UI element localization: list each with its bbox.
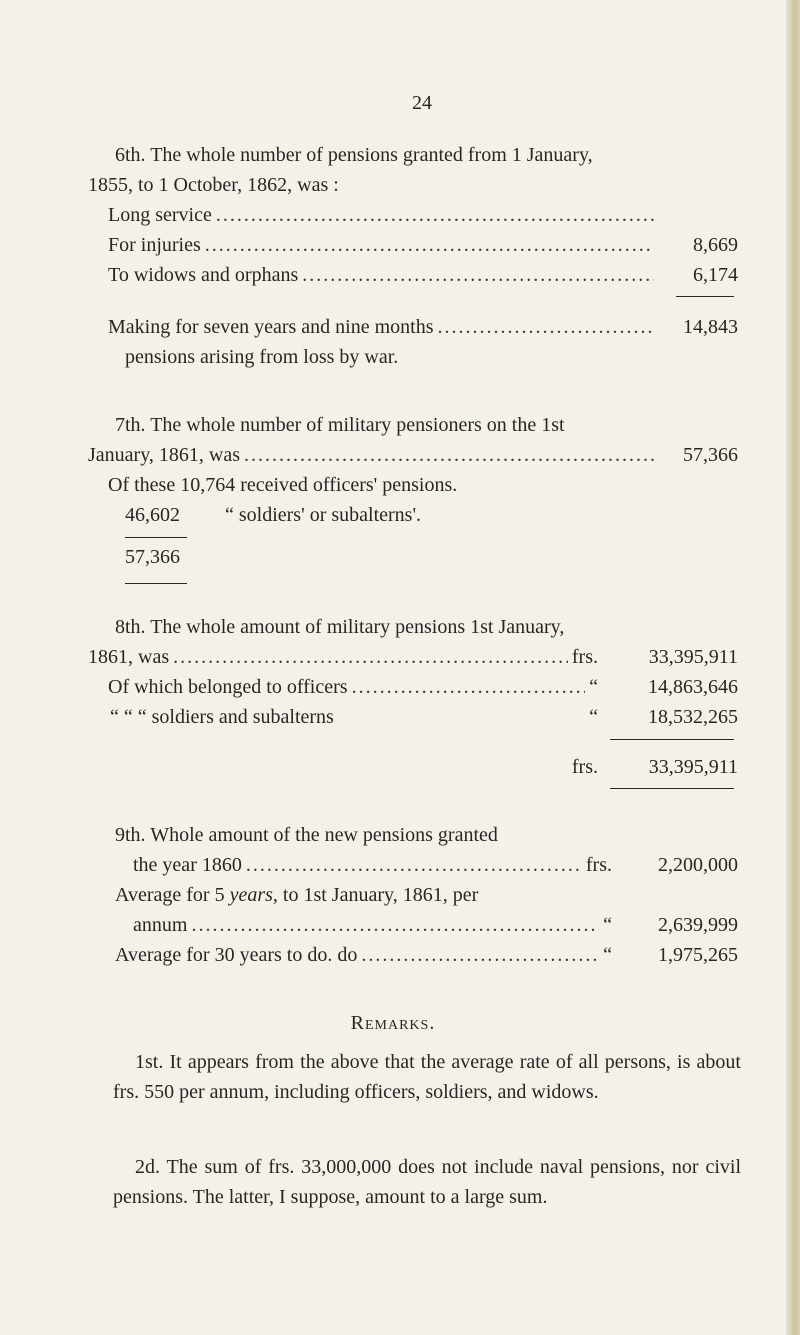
- page-number: 24: [412, 92, 432, 114]
- remarks-heading-initial: R: [350, 1012, 365, 1034]
- leader-dots: [244, 440, 654, 470]
- section8-intro-line1: 8th. The whole amount of military pensions 1st January,: [115, 616, 565, 638]
- item-value: 6,174: [693, 264, 738, 286]
- intro-value: 57,366: [683, 444, 738, 466]
- page-edge: [786, 0, 800, 1335]
- avg30-value: 1,975,265: [658, 944, 738, 966]
- section9-year-row: [133, 850, 738, 880]
- section7-intro-line1: 7th. The whole number of military pensioners on the 1st: [115, 414, 565, 436]
- section6-item-widows: [108, 260, 738, 290]
- intro-label: January, 1861, was: [88, 444, 241, 466]
- section6-intro-line2: 1855, to 1 October, 1862, was :: [88, 174, 339, 196]
- currency: frs.: [585, 854, 612, 876]
- section6-item-long-service: [108, 200, 738, 230]
- avg5-text-post: to 1st January, 1861, per: [277, 884, 479, 906]
- section9-avg5-line1: [115, 880, 478, 910]
- section7-intro-row: [88, 440, 738, 470]
- leader-dots: [173, 642, 568, 672]
- remarks-heading: [0, 1012, 786, 1035]
- section9-avg5-row: [133, 910, 738, 940]
- sum-rule: [676, 296, 734, 297]
- year-label: the year 1860: [133, 854, 242, 876]
- section9-avg30-row: [115, 940, 738, 970]
- section9-intro-line1: 9th. Whole amount of the new pensions granted: [115, 824, 498, 846]
- item-value: 8,669: [693, 234, 738, 256]
- total-label: Making for seven years and nine months: [108, 316, 434, 338]
- total-value: 33,395,911: [648, 756, 738, 778]
- section6-total: [108, 312, 738, 342]
- avg5-label: annum: [133, 914, 188, 936]
- leader-dots: [352, 672, 586, 702]
- year-value: 2,200,000: [658, 854, 738, 876]
- sum-rule: [125, 583, 187, 584]
- section7-officers-line: Of these 10,764 received officers' pensions.: [108, 474, 458, 496]
- leader-dots: [216, 200, 654, 230]
- leader-dots: [205, 230, 654, 260]
- remarks-para-2: [113, 1152, 741, 1212]
- leader-dots: [302, 260, 654, 290]
- ditto-mark: “: [603, 914, 612, 936]
- item-label: To widows and orphans: [108, 264, 299, 286]
- avg30-label: Average for 30 years to do. do: [115, 944, 358, 966]
- ditto-mark: “: [603, 944, 612, 966]
- currency: frs.: [571, 756, 598, 778]
- ditto-mark: “: [589, 676, 598, 698]
- section7-soldiers-num: 46,602: [125, 504, 180, 526]
- item-label: For injuries: [108, 234, 201, 256]
- section8-officers-row: [108, 672, 738, 702]
- section7-sum: 57,366: [125, 546, 180, 568]
- remarks-para-2-text: 2d. The sum of frs. 33,000,000 does not include naval pensions, nor civil pensions. The latter, I suppose, amount to a large sum.: [113, 1156, 741, 1208]
- sum-rule: [610, 739, 734, 740]
- sum-rule: [125, 537, 187, 538]
- remarks-para-1: [113, 1047, 741, 1107]
- remarks-heading-rest: emarks.: [364, 1012, 436, 1034]
- section6-total-note: pensions arising from loss by war.: [125, 346, 399, 368]
- sum-rule: [610, 788, 734, 789]
- officers-label: Of which belonged to officers: [108, 676, 348, 698]
- section8-total-row: [540, 752, 738, 782]
- ditto-mark: “: [589, 706, 598, 728]
- intro-label: 1861, was: [88, 646, 170, 668]
- leader-dots: [246, 850, 582, 880]
- soldiers-value: 18,532,265: [648, 706, 738, 728]
- section6-item-injuries: [108, 230, 738, 260]
- leader-dots: [361, 940, 599, 970]
- total-value: 14,843: [683, 316, 738, 338]
- avg5-value: 2,639,999: [658, 914, 738, 936]
- avg5-text-em: years,: [229, 884, 278, 906]
- intro-value: 33,395,911: [648, 646, 738, 668]
- leader-dots: [191, 910, 599, 940]
- section7-soldiers-text: “ soldiers' or subalterns'.: [225, 504, 422, 526]
- section8-intro-row: [88, 642, 738, 672]
- remarks-para-1-text: 1st. It appears from the above that the average rate of all persons, is about frs. 550 per annum, including officers, soldiers, and widows.: [113, 1051, 741, 1103]
- item-label: Long service: [108, 204, 212, 226]
- avg5-text-pre: Average for 5: [115, 884, 230, 906]
- section6-intro-line1: 6th. The whole number of pensions granted from 1 January,: [115, 144, 593, 166]
- leader-dots: [437, 312, 654, 342]
- soldiers-label: “ “ “ soldiers and subalterns: [110, 706, 334, 728]
- section8-soldiers-row: [110, 702, 738, 732]
- officers-value: 14,863,646: [648, 676, 738, 698]
- currency: frs.: [571, 646, 598, 668]
